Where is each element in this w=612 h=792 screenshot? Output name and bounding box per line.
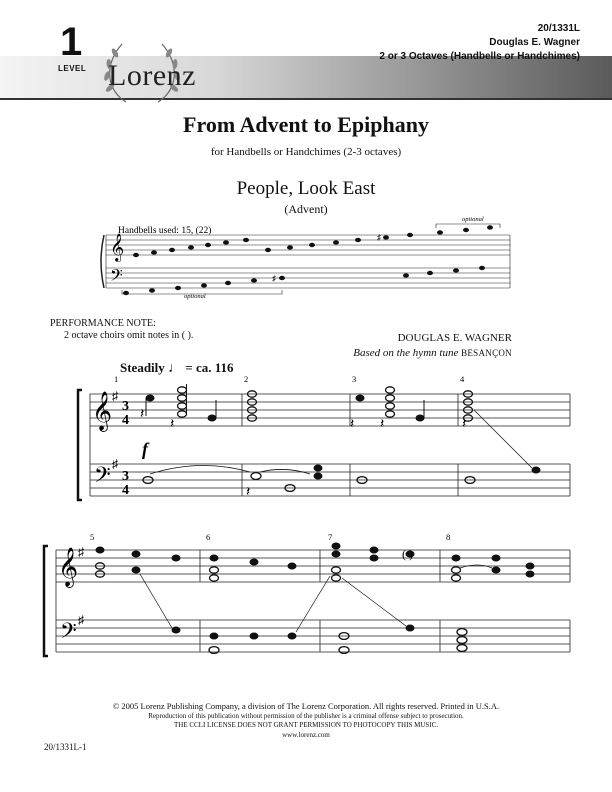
system-2-staves	[56, 550, 570, 652]
performance-note-text: 2 octave choirs omit notes in ( ).	[64, 330, 194, 341]
instrumentation: 2 or 3 Octaves (Handbells or Handchimes)	[379, 51, 580, 62]
hymn-tune-prefix: Based on the hymn tune	[353, 347, 459, 359]
time-signature-top: 3	[122, 469, 129, 484]
svg-text:𝄽: 𝄽	[140, 407, 145, 422]
optional-note-parentheses: ( )	[402, 547, 413, 561]
measure-number: 2	[244, 374, 249, 384]
svg-text:𝄽: 𝄽	[380, 417, 385, 432]
treble-clef-icon: 𝄞	[58, 549, 79, 586]
system-2-notes	[96, 543, 535, 653]
copyright-footer	[0, 702, 612, 740]
optional-top-label: optional	[462, 216, 484, 223]
range-bass-sharp-icon: ♯	[272, 274, 276, 283]
catalog-number: 20/1331L	[537, 23, 580, 34]
page-catalog-number: 20/1331L-1	[44, 742, 87, 752]
piece-subtitle: (Advent)	[284, 202, 328, 216]
range-brace	[101, 235, 104, 288]
system-1-notes	[143, 384, 540, 491]
level-number: 1	[60, 20, 83, 64]
key-sharp-icon: ♯	[112, 389, 118, 403]
system-2-bracket	[44, 546, 48, 656]
time-signature-bottom: 4	[122, 483, 129, 498]
collection-subtitle: for Handbells or Handchimes (2-3 octaves)	[210, 146, 402, 158]
score	[0, 370, 612, 700]
key-sharp-icon: ♯	[78, 545, 84, 559]
publication-info	[379, 22, 580, 64]
key-sharp-icon: ♯	[78, 613, 84, 627]
range-chart	[0, 210, 612, 310]
collection-title: From Advent to Epiphany	[183, 112, 429, 137]
svg-text:𝄽: 𝄽	[350, 417, 355, 432]
tempo-word: Steadily	[120, 360, 165, 375]
svg-text:𝄽: 𝄽	[246, 485, 251, 500]
range-notes-bass	[123, 266, 485, 295]
hymn-tune-credit	[272, 347, 512, 359]
hymn-tune-name: BESANÇON	[461, 348, 512, 358]
measure-number: 7	[328, 532, 333, 542]
measure-number: 4	[460, 374, 465, 384]
dynamic-forte: f	[142, 439, 148, 459]
quarter-note-icon: ♩	[168, 361, 183, 376]
piece-title: People, Look East	[236, 178, 376, 199]
composer-credit: DOUGLAS E. WAGNER	[397, 332, 512, 344]
treble-clef-icon: 𝄞	[92, 393, 113, 430]
bass-clef-icon: 𝄢	[60, 619, 77, 648]
ccli-notice: THE CCLI LICENSE DOES NOT GRANT PERMISSION TO PHOTOCOPY THIS MUSIC.	[173, 721, 439, 730]
range-chart-label: Handbells used: 15, (22)	[118, 226, 212, 236]
system-1-bracket	[78, 390, 82, 500]
performance-note-title: PERFORMANCE NOTE:	[50, 318, 156, 329]
optional-bottom-label: optional	[184, 293, 206, 300]
arranger-name: Douglas E. Wagner	[489, 37, 580, 48]
system-1-staves	[90, 394, 570, 496]
publisher-logo: Lorenz	[108, 59, 196, 92]
tempo-value: = ca. 116	[185, 360, 234, 375]
range-treble-clef-icon: 𝄞	[110, 235, 125, 261]
key-sharp-icon: ♯	[112, 457, 118, 471]
measure-number: 6	[206, 532, 211, 542]
measure-number: 5	[90, 532, 95, 542]
range-bass-clef-icon: 𝄢	[110, 267, 123, 289]
bass-clef-icon: 𝄢	[94, 463, 111, 492]
svg-text:𝄽: 𝄽	[170, 417, 175, 432]
level-label: LEVEL	[58, 64, 87, 73]
header-rule	[0, 98, 612, 100]
measure-number: 1	[114, 374, 119, 384]
svg-text:𝄽: 𝄽	[462, 417, 467, 432]
measure-number: 8	[446, 532, 451, 542]
publisher-website: www.lorenz.com	[282, 730, 330, 739]
reproduction-notice: Reproduction of this publication without permission of the publisher is a criminal offense subject to prosecution.	[148, 711, 464, 720]
time-signature-top: 3	[122, 399, 129, 414]
range-sharp-icon: ♯	[377, 233, 381, 242]
time-signature-bottom: 4	[122, 413, 129, 428]
copyright-line: © 2005 Lorenz Publishing Company, a division of The Lorenz Corporation. All rights reserved. Printed in U.S.A.	[112, 701, 500, 711]
measure-number: 3	[352, 374, 357, 384]
